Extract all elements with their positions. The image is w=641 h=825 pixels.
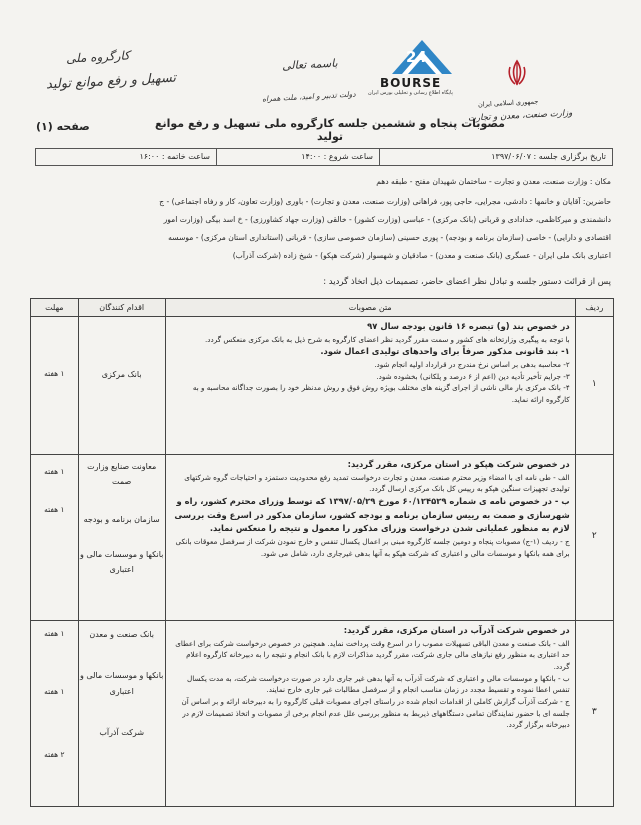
header-deadline: مهلت [31,299,79,317]
actor: شرکت آذرآب [99,727,145,737]
meeting-date: تاریخ برگزاری جلسه : ۱۳۹۷/۰۶/۰۷ [379,149,612,165]
deadline: ۱ هفته [44,467,65,477]
motto: دولت تدبیر و امید، ملت همراه [261,89,356,104]
resolution-heading: در خصوص بند (و) تبصره ۱۶ قانون بودجه سال ۹۷ [367,321,570,332]
iran-emblem-icon [503,58,531,88]
row-number: ۳ [591,707,597,718]
row-number: ۲ [591,531,597,542]
resolution-paragraph: الف - طی نامه ای با امضاء وزیر محترم صنعت، معدن و تجارت درخواست تمدید رفع محدودیت دستمزد و احتیاجات گروه شرکتهای تولیدی تجهیزات سنگین هپکو به رییس کل بانک مرکزی ارسال گردد. [184,472,570,494]
attendees-line-4: اعتباری بانک ملی ایران - عسگری (بانک صنعت و معدن) - صادقیان و شهسوار (شرکت هپکو) - شیخ زاده (شرکت آذرآب) [232,251,611,260]
ministry-name-line1: جمهوری اسلامی ایران [477,97,539,109]
document-title: مصوبات پنجاه و ششمین جلسه کارگروه ملی تسهیل و رفع موانع تولید [155,117,505,143]
table-row [31,317,614,455]
meeting-place: مکان : وزارت صنعت، معدن و تجارت - ساختمان شهیدان مفتح - طبقه دهم [376,177,611,186]
ministry-name-line2: وزارت صنعت، معدن و تجارت [467,108,573,124]
resolutions-table [30,298,614,807]
table-header-row [31,299,614,317]
meeting-info-strip [35,148,613,166]
resolution-heading: در خصوص شرکت آذرآب در استان مرکزی، مقرر گردید: [343,625,570,636]
header-row-number: ردیف [575,299,613,317]
logo-subtitle: پایگاه اطلاع رسانی و تحلیلی بورس ایران [368,90,453,96]
actor: معاونت صنایع وزارت صمت [87,462,157,487]
attendees-line-3: اقتصادی و دارایی) - خاصی (سازمان برنامه و بودجه) - پوری حسینی (سازمان خصوصی سازی) - قربانی (استانداری استان مرکزی) - موسسه [168,233,611,242]
actor: بانکها و موسسات مالی و اعتباری [79,671,164,696]
resolution-paragraph: ب - در خصوص نامه ی شماره ۶۰/۱۲۴۵۲۹ مورخ ۱۳۹۷/۰۵/۲۹ که توسط وزرای محترم کشور، راه و شهرسازی و صمت به رییس سازمان برنامه و بودجه کشور، سازمان مذکور در اسرع وقت بررسی لازم به منظور عملیاتی شدن درخواست وزرای مذکور را معمول و نتیجه را منعکس نماید. [174,496,570,534]
resolution-paragraph: با توجه به پیگیری وزارتخانه های کشور و سمت مقرر گردید نظر اعضای کارگروه به شرح ذیل به بانک مرکزی منعکس گردد. [205,334,570,344]
table-row [31,455,614,621]
resolution-paragraph: ج - شرکت آذرآب گزارش کاملی از اقدامات انجام شده در راستای اجرای مصوبات قبلی کارگروه را به دبیرخانه ارائه و بر اساس آن جلسه ای با حضور نمایندگان تمامی دستگاههای ذیربط به منظور بررسی علل عدم انجام برخی از مصوبات و اتخاذ تصمیمات لازم در دبیرخانه برگزار گردد. [181,697,570,730]
table-row [31,621,614,807]
resolution-paragraph: ج - ردیف (۱-ج) مصوبات پنجاه و دومین جلسه کارگروه مبنی بر اعمال یکسال تنفس و خارج نمودن شرکت از سرفصل معوقات بانکی برای همه بانکها و موسسات مالی و اعتباری که شرکت هپکو به آنها بدهی غیرجاری دارد، شامل می شود. [175,536,570,558]
row-number: ۱ [591,379,597,390]
logo-number: 24 [406,48,427,66]
resolution-paragraph: ۳- جرایم تأخیر تأدیه دین (اعم از ۶ درصد و پلکانی) بخشوده شود. [376,371,570,381]
attendees-line-1: حاضرین: آقایان و خانمها : دادشی، مجرایی، حاجی پور، فراهانی (وزارت صنعت، معدن و تجارت) - باوری (وزارت تعاون، کار و رفاه اجتماعی) - ج [159,197,611,206]
resolution-paragraph: ۲- محاسبه بدهی بر اساس نرخ مندرج در قرارداد اولیه انجام شود. [374,360,570,370]
resolution-paragraph: ب - بانکها و موسسات مالی و اعتباری که شرکت آذرآب به آنها بدهی غیر جاری دارد در صورت درخواست شرکت، به مدت یکسال تنفس اعطا نموده و تقسیط مجدد در زمان مناسب انجام و از سرفصل مطالبات غیر جاری خارج نمایند. [187,673,570,695]
resolution-paragraph: ۱- بند قانونی مذکور صرفاً برای واحدهای تولیدی اعمال شود. [320,346,570,357]
header-actors: اقدام کنندگان [78,299,165,317]
deadline: ۱ هفته [44,505,65,515]
actor: بانکها و موسسات مالی و اعتباری [79,549,164,574]
resolution-paragraph: ۴- بانک مرکزی بار مالی ناشی از اجرای گزینه های مختلف بویژه روش فوق و روش مدنظر خود را بصورت جداگانه محاسبه و به کارگروه ارائه نماید. [192,383,570,405]
group-name-line2: تسهیل و رفع موانع تولید [45,70,177,93]
logo-wordmark: BOURSE [380,76,442,90]
deadline: ۱ هفته [44,369,65,379]
intro-text: پس از قرائت دستور جلسه و تبادل نظر اعضای حاضر، تصمیمات ذیل اتخاذ گردید : [323,277,611,287]
group-name-line1: کارگروه ملی [65,48,131,66]
deadline: ۱ هفته [44,687,65,697]
attendees-line-2: دانشمندی و میرکاظمی، خدادادی و قربانی (بانک مرکزی) - عباسی (وزارت کشور) - خالقی (وزارت جهاد کشاورزی) - خ اسد بیگی (وزارت امور [163,215,611,224]
resolution-heading: در خصوص شرکت هپکو در استان مرکزی، مقرر گردید: [347,459,570,470]
resolution-paragraph: الف - بانک صنعت و معدن الباقی تسهیلات مصوب را در اسرع وقت پرداخت نماید. همچنین در خصوص درخواست شرکت برای اعطای حد اعتباری به منظور رفع نیازهای مالی جاری شرکت، مقرر گردید مذاکرات لازم با بانک انجام و نتیجه را به دبیرخانه کارگروه اعلام گردد. [175,638,570,672]
actor: بانک مرکزی [101,370,142,380]
actor: بانک صنعت و معدن [89,630,155,640]
actor: سازمان برنامه و بودجه [83,514,160,524]
end-time: ساعت خاتمه : ۱۶:۰۰ [139,152,210,161]
deadline: ۱ هفته [44,629,65,639]
deadline: ۲ هفته [44,749,65,759]
header-resolution-text: متن مصوبات [165,299,575,317]
start-time: ساعت شروع : ۱۴:۰۰ [216,149,379,165]
page-number: صفحه (۱) [36,120,90,133]
bismillah: باسمه تعالی [281,56,338,73]
